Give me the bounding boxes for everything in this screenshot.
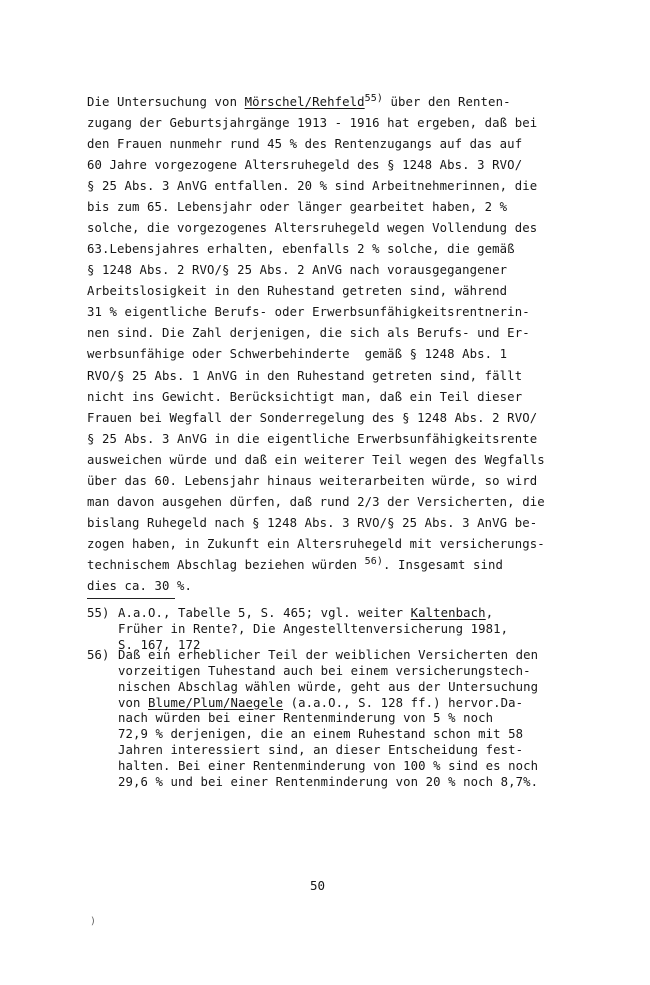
margin-mark: )	[90, 916, 97, 927]
footnote-line	[118, 774, 538, 790]
line-text: nach würden bei einer Rentenminderung von 5 % noch	[118, 711, 494, 726]
body-line	[87, 218, 537, 239]
line-text: ausweichen würde und daß ein weiterer Teil wegen des Wegfalls	[87, 452, 545, 467]
body-line	[87, 429, 537, 450]
footnote-marker: 56)	[87, 648, 110, 662]
footnote-line	[118, 695, 523, 711]
line-text: über den Renten-	[383, 95, 511, 109]
line-text: solche, die vorgezogenes Altersruhegeld wegen Vollendung des	[87, 221, 538, 236]
line-text: 31 % eigentliche Berufs- oder Erwerbsunfähigkeitsrentnerin-	[87, 305, 530, 320]
body-line	[87, 344, 507, 365]
page-number: 50	[310, 878, 326, 893]
body-line	[87, 555, 503, 576]
footnote-line	[118, 710, 493, 726]
footnote-line	[118, 663, 531, 679]
body-line	[87, 134, 522, 155]
line-text: halten. Bei einer Rentenminderung von 100 % sind es noch	[118, 758, 539, 773]
line-text: über das 60. Lebensjahr hinaus weiterarbeiten würde, so wird	[87, 473, 538, 488]
line-text: nicht ins Gewicht. Berücksichtigt man, daß ein Teil dieser	[87, 389, 523, 404]
underlined-name: Mörschel/Rehfeld	[244, 95, 365, 109]
body-line	[87, 302, 530, 323]
footnote-marker: 55)	[87, 606, 110, 620]
line-text: . Insgesamt sind	[383, 557, 504, 572]
line-text: RVO/§ 25 Abs. 1 AnVG in den Ruhestand getreten sind, fällt	[87, 368, 523, 383]
line-text: § 1248 Abs. 2 RVO/§ 25 Abs. 2 AnVG nach vorausgegangener	[87, 263, 508, 278]
body-line	[87, 92, 511, 113]
line-text: man davon ausgehen dürfen, daß rund 2/3 der Versicherten, die	[87, 494, 545, 509]
line-text: A.a.O., Tabelle 5, S. 465; vgl. weiter	[118, 606, 411, 620]
body-line	[87, 387, 522, 408]
line-text: zugang der Geburtsjahrgänge 1913 - 1916 hat ergeben, daß bei	[87, 116, 538, 131]
body-line	[87, 576, 192, 597]
body-line	[87, 408, 537, 429]
body-line	[87, 176, 537, 197]
line-text: 72,9 % derjenigen, die an einem Ruhestand schon mit 58	[118, 727, 524, 742]
line-text: werbsunfähige oder Schwerbehinderte gemäß § 1248 Abs. 1	[87, 347, 508, 362]
line-text: bislang Ruhegeld nach § 1248 Abs. 3 RVO/§ 25 Abs. 3 AnVG be-	[87, 515, 538, 530]
body-line	[87, 471, 537, 492]
line-text: § 25 Abs. 3 AnVG in die eigentliche Erwerbsunfähigkeitsrente	[87, 431, 538, 446]
line-text: (a.a.O., S. 128 ff.) hervor.Da-	[283, 695, 524, 710]
line-text: Jahren interessiert sind, an dieser Entscheidung fest-	[118, 743, 524, 758]
footnote-reference: 55)	[364, 93, 384, 104]
line-text: 63.Lebensjahres erhalten, ebenfalls 2 % solche, die gemäß	[87, 242, 515, 257]
footnote-line	[118, 621, 508, 637]
underlined-name: Kaltenbach	[410, 606, 486, 620]
line-text: Früher in Rente?, Die Angestelltenversicherung 1981,	[118, 621, 509, 636]
line-text: technischem Abschlag beziehen würden	[87, 557, 365, 572]
footnote-separator	[87, 598, 175, 599]
body-line	[87, 492, 545, 513]
line-text: ,	[485, 606, 494, 620]
body-line	[87, 450, 545, 471]
line-text: Arbeitslosigkeit in den Ruhestand getreten sind, während	[87, 284, 508, 299]
line-text: dies ca. 30 %.	[87, 578, 193, 593]
footnote-line	[118, 679, 538, 695]
line-text: Frauen bei Wegfall der Sonderregelung des § 1248 Abs. 2 RVO/	[87, 410, 538, 425]
line-text: bis zum 65. Lebensjahr oder länger gearbeitet haben, 2 %	[87, 200, 508, 215]
body-line	[87, 260, 507, 281]
line-text: vorzeitigen Tuhestand auch bei einem versicherungstech-	[118, 663, 531, 678]
body-line	[87, 323, 530, 344]
line-text: 29,6 % und bei einer Rentenminderung von 20 % noch 8,7%.	[118, 774, 539, 789]
line-text: von	[118, 695, 149, 710]
body-line	[87, 197, 507, 218]
footnote-line	[118, 726, 523, 742]
footnote-line	[118, 758, 538, 774]
body-line	[87, 155, 522, 176]
line-text: Daß ein erheblicher Teil der weiblichen Versicherten den	[118, 648, 539, 662]
line-text: S. 167, 172	[118, 637, 201, 652]
line-text: Die Untersuchung von	[87, 95, 245, 109]
line-text: zogen haben, in Zukunft ein Altersruhegeld mit versicherungs-	[87, 536, 545, 551]
body-line	[87, 513, 537, 534]
body-line	[87, 239, 515, 260]
line-text: nischen Abschlag wählen würde, geht aus der Untersuchung	[118, 679, 539, 694]
footnote-reference: 56)	[364, 555, 383, 567]
body-line	[87, 113, 537, 134]
line-text: den Frauen nunmehr rund 45 % des Rentenzugangs auf das auf	[87, 137, 523, 152]
footnote-line	[118, 647, 538, 663]
underlined-name: Blume/Plum/Naegele	[148, 695, 284, 710]
line-text: nen sind. Die Zahl derjenigen, die sich als Berufs- und Er-	[87, 326, 530, 341]
footnote-line	[118, 605, 493, 621]
footnote-line	[118, 742, 523, 758]
line-text: § 25 Abs. 3 AnVG entfallen. 20 % sind Arbeitnehmerinnen, die	[87, 179, 538, 194]
body-line	[87, 366, 522, 387]
body-line	[87, 534, 545, 555]
line-text: 60 Jahre vorgezogene Altersruhegeld des § 1248 Abs. 3 RVO/	[87, 158, 523, 173]
body-line	[87, 281, 507, 302]
